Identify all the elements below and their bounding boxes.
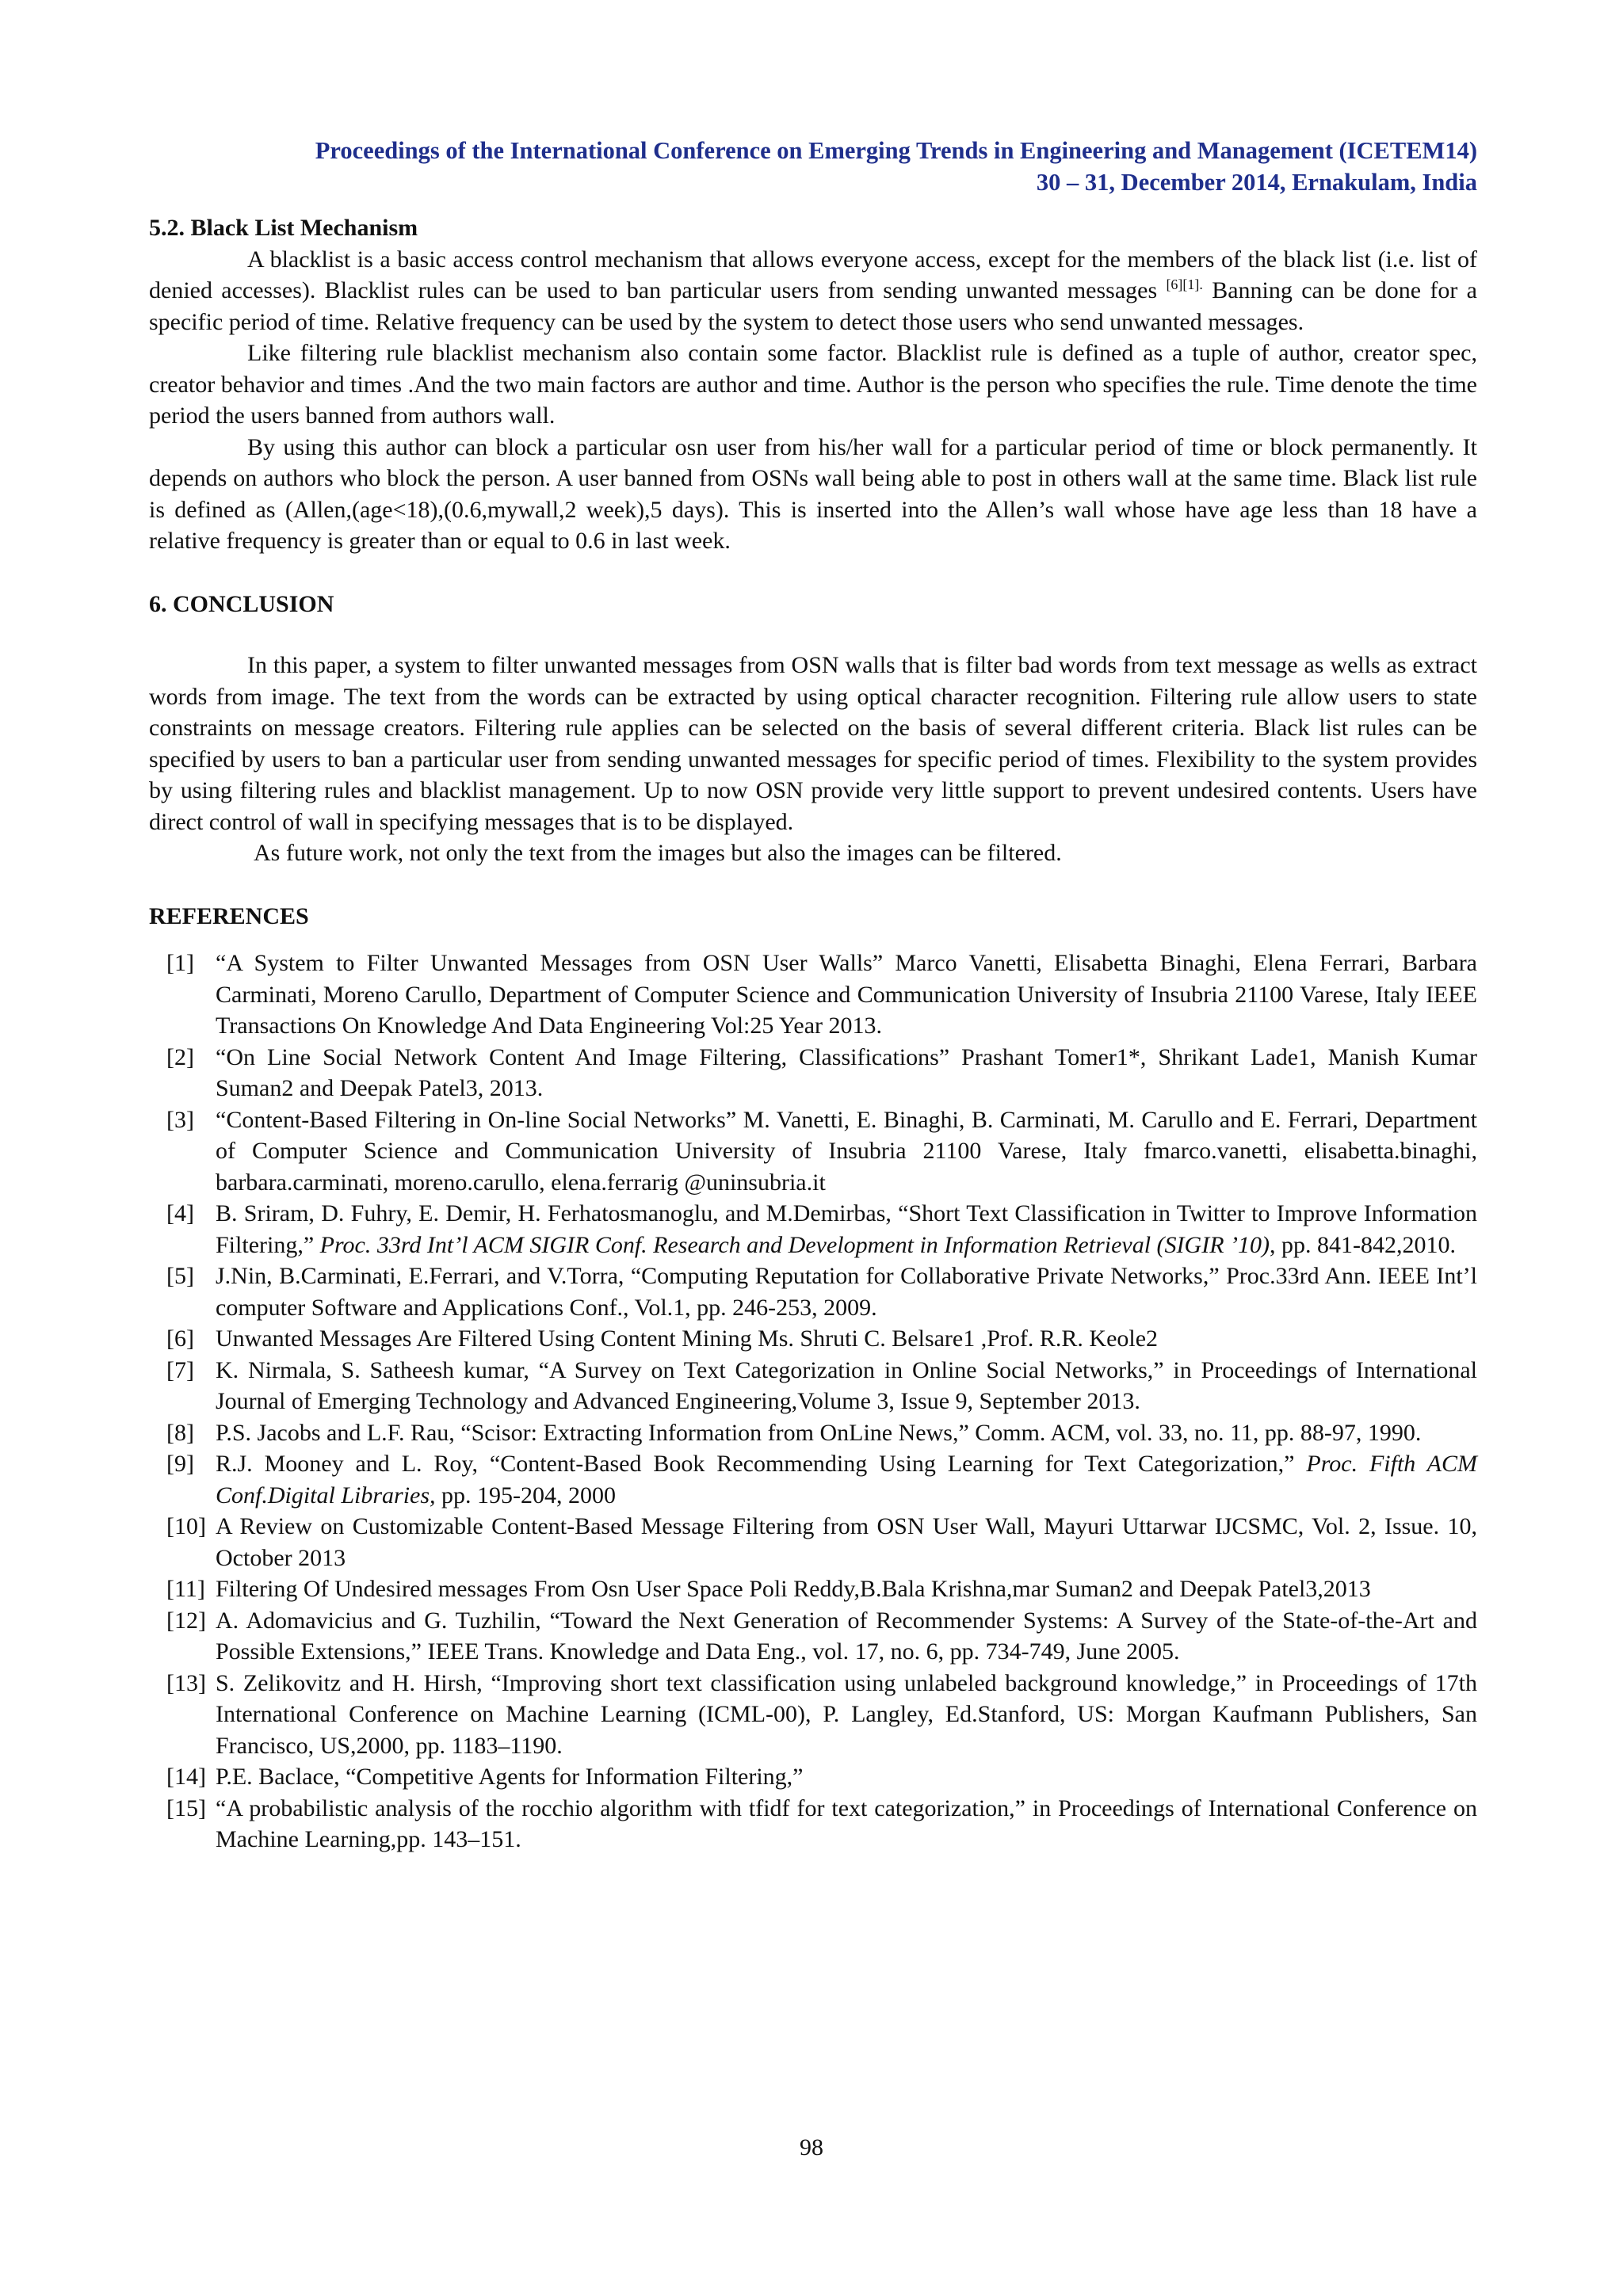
paragraph: Like filtering rule blacklist mechanism also contain some factor. Blacklist rule is defined as a tuple of author, creator spec, creator behavior and times .And the two main factors are author and time. Author is the person who specifies the rule. Time denote the time period the users banned from authors wall. bbox=[149, 340, 1477, 429]
reference-text bbox=[216, 1198, 1477, 1261]
reference-text-part: R.J. Mooney and L. Roy, “Content-Based Book Recommending Using Learning for Text Categorization,” bbox=[216, 1451, 1307, 1477]
reference-text-part: P.S. Jacobs and L.F. Rau, “Scisor: Extracting Information from OnLine News,” Comm. ACM, vol. 33, no. 11, pp. 88-97, 1990. bbox=[216, 1419, 1422, 1446]
citation-superscript: [6][1]. bbox=[1166, 277, 1203, 292]
reference-number: [1] bbox=[166, 950, 194, 976]
reference-text bbox=[216, 1323, 1477, 1355]
reference-item bbox=[149, 1323, 1477, 1355]
section-black-list bbox=[149, 212, 1477, 557]
reference-text-part: Filtering Of Undesired messages From Osn User Space Poli Reddy,B.Bala Krishna,mar Suman2 and Deepak Patel3,2013 bbox=[216, 1576, 1371, 1602]
reference-number: [11] bbox=[166, 1576, 205, 1602]
reference-italic-source: Proc. Fifth ACM Conf.Digital Libraries, bbox=[216, 1451, 1477, 1508]
reference-text-part: S. Zelikovitz and H. Hirsh, “Improving short text classification using unlabeled background knowledge,” in Proceedings of 17th International Conference on Machine Learning (ICML-00), P. Langley, Ed.Stanford, US: Morgan Kaufmann Publishers, San Francisco, US,2000, pp. 1183–1190. bbox=[216, 1669, 1477, 1759]
reference-text bbox=[216, 1761, 1477, 1793]
reference-item bbox=[149, 1198, 1477, 1261]
reference-number: [13] bbox=[166, 1669, 206, 1696]
reference-text-part: A. Adomavicius and G. Tuzhilin, “Toward the Next Generation of Recommender Systems: A Survey of the State-of-the-Art and Possible Extensions,” IEEE Trans. Knowledge and Data Eng., vol. 17, no. 6, pp. 734-749, June 2005. bbox=[216, 1607, 1477, 1665]
paragraph-text: Banning can be done for a specific period of time. Relative frequency can be used by the system to detect those users who send unwanted messages. bbox=[149, 277, 1478, 335]
reference-text bbox=[216, 1448, 1477, 1511]
paragraph: In this paper, a system to filter unwanted messages from OSN walls that is filter bad words from text message as wells as extract words from image. The text from the words can be extracted by using optical character recognition. Filtering rule allow users to state constraints on message creators. Filtering rule applies can be selected on the basis of several different criteria. Black list rules can be specified by users to ban a particular user from sending unwanted messages for specific period of times. Flexibility to the system provides by using filtering rules and blacklist management. Up to now OSN provide very little support to prevent undesired contents. Users have direct control of wall in specifying messages that is to be displayed. bbox=[149, 652, 1477, 835]
reference-list bbox=[149, 948, 1477, 1855]
reference-number: [6] bbox=[166, 1325, 194, 1352]
paragraph bbox=[149, 244, 1477, 338]
reference-text bbox=[216, 1573, 1477, 1605]
reference-text bbox=[216, 1417, 1477, 1449]
conference-title: Proceedings of the International Conference on Emerging Trends in Engineering and Management (ICETEM14) bbox=[315, 137, 1477, 164]
reference-item bbox=[149, 1793, 1477, 1855]
reference-number: [10] bbox=[166, 1513, 206, 1539]
paper-page bbox=[149, 135, 1477, 1855]
reference-text-part: A Review on Customizable Content-Based Message Filtering from OSN User Wall, Mayuri Uttarwar IJCSMC, Vol. 2, Issue. 10, October 2013 bbox=[216, 1513, 1477, 1571]
reference-number: [15] bbox=[166, 1794, 206, 1821]
reference-number: [14] bbox=[166, 1764, 206, 1790]
reference-text bbox=[216, 1605, 1477, 1668]
reference-item bbox=[149, 948, 1477, 1042]
reference-text-part: , pp. 841-842,2010. bbox=[1270, 1231, 1457, 1258]
reference-item bbox=[149, 1511, 1477, 1573]
section-heading: 6. CONCLUSION bbox=[149, 590, 334, 617]
reference-text bbox=[216, 1261, 1477, 1323]
reference-item bbox=[149, 1261, 1477, 1323]
reference-item bbox=[149, 1573, 1477, 1605]
section-heading: REFERENCES bbox=[149, 902, 309, 929]
section-references bbox=[149, 901, 1477, 1855]
reference-number: [12] bbox=[166, 1607, 206, 1634]
reference-text bbox=[216, 1668, 1477, 1762]
reference-number: [9] bbox=[166, 1451, 194, 1477]
reference-number: [5] bbox=[166, 1263, 194, 1289]
section-conclusion bbox=[149, 589, 1477, 869]
reference-text-part: “A System to Filter Unwanted Messages from OSN User Walls” Marco Vanetti, Elisabetta Binaghi, Elena Ferrari, Barbara Carminati, Moreno Carullo, Department of Computer Science and Communication University of Insubria 21100 Varese, Italy IEEE Transactions On Knowledge And Data Engineering Vol:25 Year 2013. bbox=[216, 950, 1477, 1039]
reference-number: [4] bbox=[166, 1200, 194, 1226]
reference-text-part: “A probabilistic analysis of the rocchio algorithm with tfidf for text categorization,” in Proceedings of International Conference on Machine Learning,pp. 143–151. bbox=[216, 1794, 1477, 1852]
reference-text bbox=[216, 1042, 1477, 1104]
reference-text bbox=[216, 1104, 1477, 1199]
reference-text-part: P.E. Baclace, “Competitive Agents for Information Filtering,” bbox=[216, 1764, 804, 1790]
reference-text-part: “Content-Based Filtering in On-line Social Networks” M. Vanetti, E. Binaghi, B. Carminati, M. Carullo and E. Ferrari, Department of Computer Science and Communication University of Insubria 21100 Varese, Italy fmarco.vanetti, elisabetta.binaghi, barbara.carminati, moreno.carullo, elena.ferrarig @uninsubria.it bbox=[216, 1106, 1477, 1196]
reference-item bbox=[149, 1605, 1477, 1668]
reference-italic-source: Proc. 33rd Int’l ACM SIGIR Conf. Research and Development in Information Retrieval (SIGIR ’10) bbox=[319, 1231, 1270, 1258]
reference-text-part: Unwanted Messages Are Filtered Using Content Mining Ms. Shruti C. Belsare1 ,Prof. R.R. Keole2 bbox=[216, 1325, 1159, 1352]
paragraph: As future work, not only the text from the images but also the images can be filtered. bbox=[254, 840, 1062, 866]
paragraph-text: A blacklist is a basic access control mechanism that allows everyone access, except for the members of the black list (i.e. list of denied accesses). Blacklist rules can be used to ban particular users from sending unwanted messages bbox=[149, 246, 1477, 303]
reference-item bbox=[149, 1042, 1477, 1104]
reference-text-part: B. Sriram, D. Fuhry, E. Demir, H. Ferhatosmanoglu, and M.Demirbas, “Short Text Classification in Twitter to Improve Information Filtering,” bbox=[216, 1200, 1477, 1258]
reference-text bbox=[216, 1793, 1477, 1855]
reference-item bbox=[149, 1417, 1477, 1449]
reference-text-part: K. Nirmala, S. Satheesh kumar, “A Survey on Text Categorization in Online Social Networks,” in Proceedings of International Journal of Emerging Technology and Advanced Engineering,Volume 3, Issue 9, September 2013. bbox=[216, 1356, 1477, 1414]
reference-text-part: pp. 195-204, 2000 bbox=[435, 1482, 617, 1508]
conference-header bbox=[149, 135, 1477, 198]
reference-text bbox=[216, 948, 1477, 1042]
reference-item bbox=[149, 1668, 1477, 1762]
reference-text bbox=[216, 1355, 1477, 1417]
reference-number: [7] bbox=[166, 1356, 194, 1383]
reference-number: [3] bbox=[166, 1106, 194, 1133]
reference-text-part: “On Line Social Network Content And Image Filtering, Classifications” Prashant Tomer1*, Shrikant Lade1, Manish Kumar Suman2 and Deepak Patel3, 2013. bbox=[216, 1043, 1477, 1101]
reference-item bbox=[149, 1761, 1477, 1793]
paragraph: By using this author can block a particular osn user from his/her wall for a particular period of time or block permanently. It depends on authors who block the person. A user banned from OSNs wall being able to post in others wall at the same time. Black list rule is defined as (Allen,(age<18),(0.6,mywall,2 week),5 days). This is inserted into the Allen’s wall whose have age less than 18 have a relative frequency is greater than or equal to 0.6 in last week. bbox=[149, 433, 1477, 554]
reference-item bbox=[149, 1355, 1477, 1417]
reference-text bbox=[216, 1511, 1477, 1573]
reference-item bbox=[149, 1104, 1477, 1199]
page-number: 98 bbox=[800, 2134, 823, 2161]
reference-number: [8] bbox=[166, 1419, 194, 1446]
conference-date-location: 30 – 31, December 2014, Ernakulam, India bbox=[1036, 169, 1477, 196]
section-heading: 5.2. Black List Mechanism bbox=[149, 215, 418, 241]
reference-text-part: J.Nin, B.Carminati, E.Ferrari, and V.Torra, “Computing Reputation for Collaborative Private Networks,” Proc.33rd Ann. IEEE Int’l computer Software and Applications Conf., Vol.1, pp. 246-253, 2009. bbox=[216, 1263, 1477, 1321]
reference-item bbox=[149, 1448, 1477, 1511]
reference-number: [2] bbox=[166, 1043, 194, 1070]
